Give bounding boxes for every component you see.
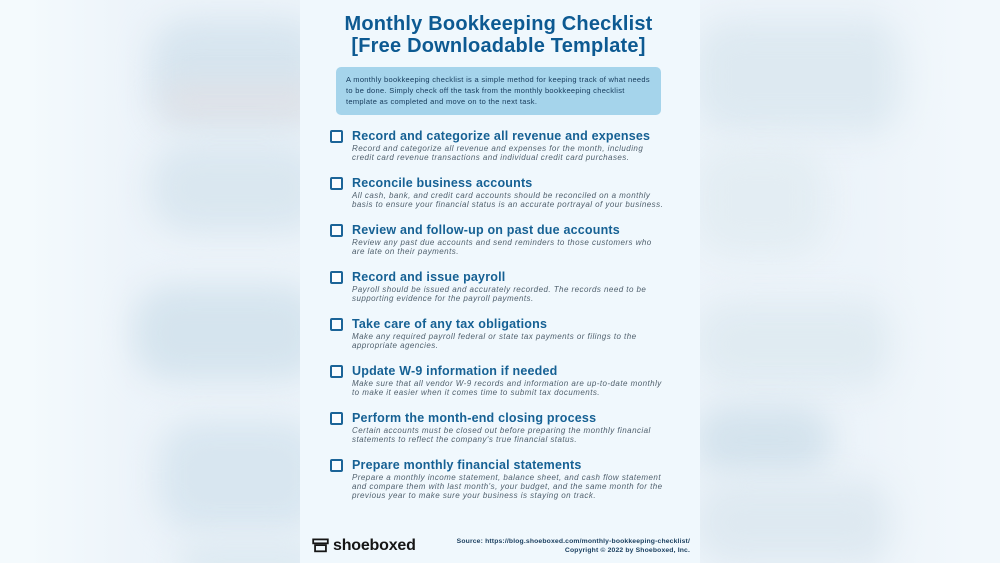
- task-title: Reconcile business accounts: [352, 176, 533, 191]
- background-blob: [150, 142, 325, 234]
- task-title: Review and follow-up on past due accounts: [352, 223, 620, 238]
- checklist-item: [330, 269, 667, 304]
- checklist-item: [330, 222, 667, 257]
- checklist-item: [330, 363, 667, 398]
- background-blob: [158, 420, 323, 532]
- background-blob: [133, 285, 323, 381]
- background-blob: [693, 145, 828, 257]
- task-title: Record and issue payroll: [352, 270, 506, 284]
- background-fade-right: [870, 0, 1000, 563]
- checklist-item: [330, 457, 667, 501]
- checklist-item: [330, 128, 667, 163]
- footer: [312, 537, 690, 555]
- checkbox-icon[interactable]: [330, 318, 343, 331]
- page-title-line1: Monthly Bookkeeping Checklist: [344, 13, 653, 35]
- checkbox-icon[interactable]: [330, 130, 343, 143]
- task-title: Take care of any tax obligations: [352, 316, 548, 331]
- page-title-line2: [Free Downloadable Template]: [351, 35, 646, 57]
- shoebox-icon: [312, 538, 329, 553]
- shoeboxed-logo: [312, 537, 416, 555]
- task-title: Prepare monthly financial statements: [352, 457, 582, 472]
- task-title: Record and categorize all revenue and expenses: [352, 129, 651, 144]
- checkbox-icon[interactable]: [330, 271, 343, 284]
- checklist-item: [330, 175, 667, 210]
- background-fade-left: [0, 0, 130, 563]
- checklist-item: [330, 316, 667, 351]
- checklist-item: [330, 410, 667, 445]
- checklist: [330, 128, 667, 500]
- checkbox-icon[interactable]: [330, 412, 343, 425]
- task-title: Update W-9 information if needed: [352, 363, 558, 378]
- checkbox-icon[interactable]: [330, 177, 343, 190]
- checkbox-icon[interactable]: [330, 224, 343, 237]
- task-title: Perform the month-end closing process: [352, 410, 597, 425]
- task-description: Certain accounts must be closed out before preparing the monthly financial statements to reflect the company's true financial status.: [352, 425, 651, 444]
- intro-text: A monthly bookkeeping checklist is a simple method for keeping track of what needs to be done. Simply check off the task from the monthly bookkeeping checklist template as completed and move on to the next task.: [346, 75, 650, 107]
- copyright-text: Copyright © 2022 by Shoeboxed, Inc.: [564, 546, 690, 554]
- task-description: All cash, bank, and credit card accounts should be reconciled on a monthly basis to ensure your financial status is an accurate portrayal of your business.: [352, 191, 664, 210]
- intro-box: [336, 67, 661, 115]
- task-description: Record and categorize all revenue and expenses for the month, including credit card revenue transactions and individual credit card purchases.: [352, 144, 644, 163]
- checklist-infographic: [300, 0, 700, 563]
- task-description: Payroll should be issued and accurately recorded. The records need to be supporting evidence for the payroll payments.: [352, 285, 647, 303]
- checkbox-icon[interactable]: [330, 365, 343, 378]
- background-blob: [693, 405, 833, 475]
- logo-text: shoeboxed: [333, 536, 416, 554]
- task-description: Make sure that all vendor W-9 records and information are up-to-date monthly to make it easier when it comes time to submit tax documents.: [352, 378, 662, 397]
- source-attribution: [457, 537, 690, 555]
- page-title: [330, 13, 667, 57]
- checkbox-icon[interactable]: [330, 459, 343, 472]
- task-description: Make any required payroll federal or state tax payments or filings to the appropriate agencies.: [352, 331, 637, 350]
- background-blob: [693, 480, 898, 563]
- background-blob: [693, 300, 898, 388]
- task-description: Prepare a monthly income statement, balance sheet, and cash flow statement and compare them with last month's, your budget, and the same month for the previous year to make sure your business is staying on track.: [352, 472, 663, 500]
- task-description: Review any past due accounts and send reminders to those customers who are late on their payments.: [352, 238, 652, 257]
- source-url: Source: https://blog.shoeboxed.com/monthly-bookkeeping-checklist/: [456, 537, 690, 545]
